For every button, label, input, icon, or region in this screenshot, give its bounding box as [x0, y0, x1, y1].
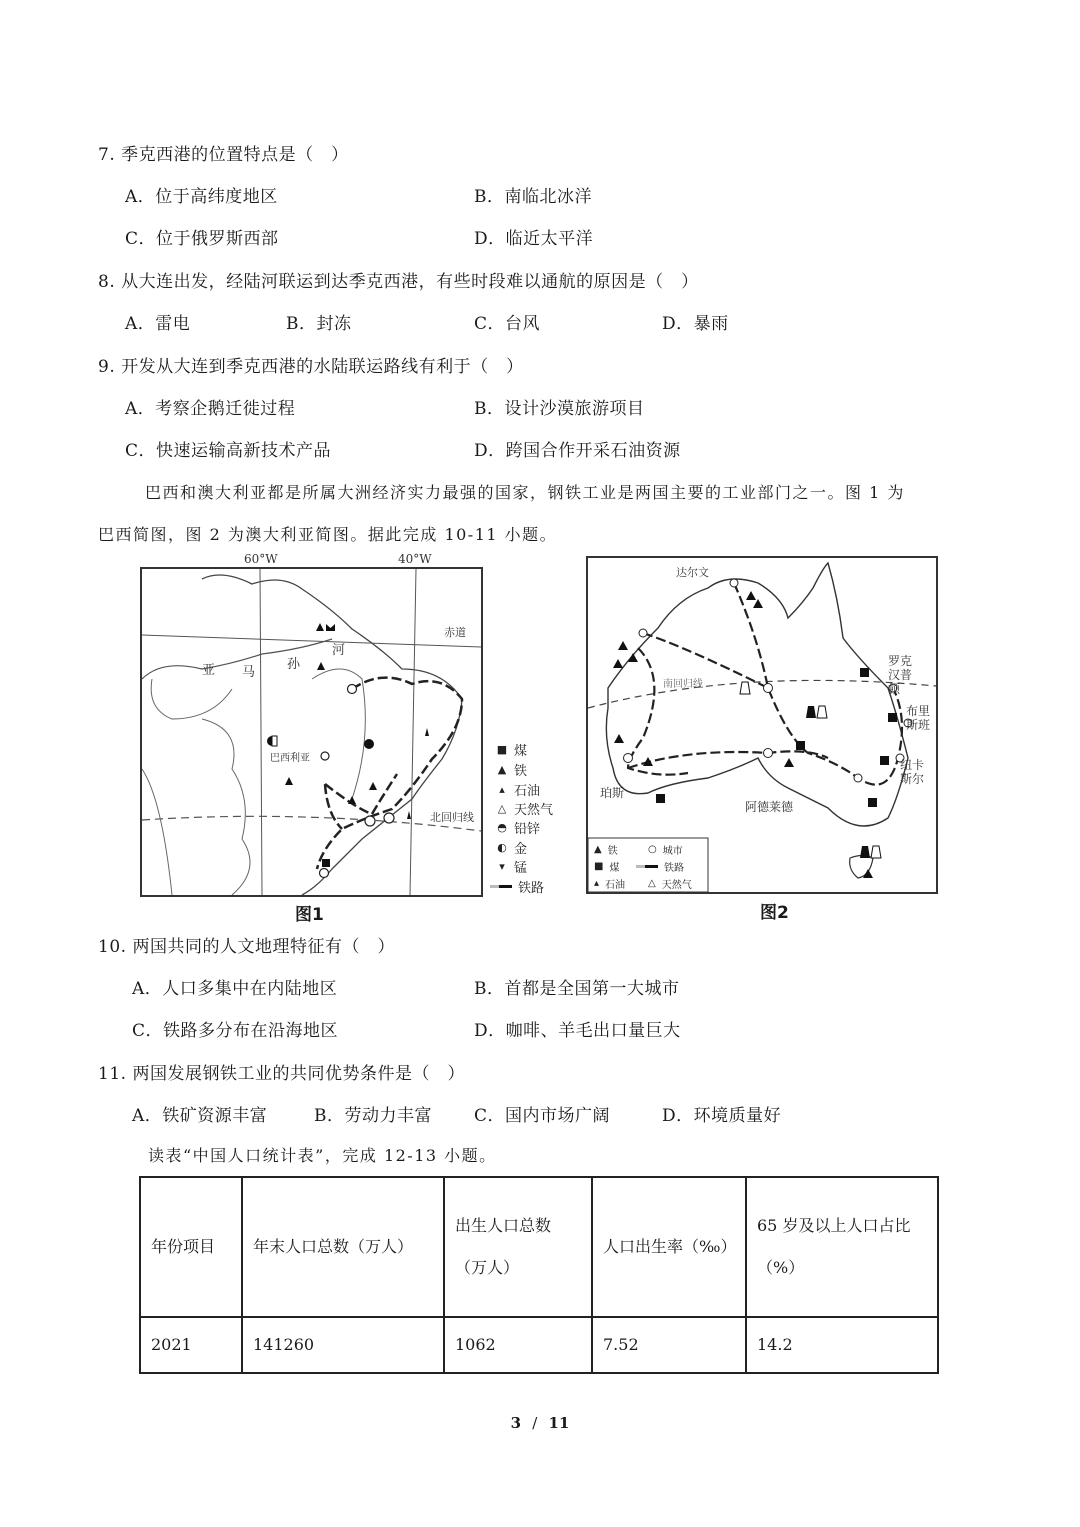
- river-char-2: 马: [242, 665, 256, 680]
- australia-map-graphic: [588, 558, 936, 892]
- gold-icon: ◐: [497, 840, 507, 854]
- oil-icon: ▴: [594, 878, 600, 889]
- iron-icon: ▲: [497, 762, 507, 776]
- river-char-1: 亚: [202, 663, 216, 678]
- cell-total-population: 141260: [242, 1317, 444, 1373]
- q8-option-c[interactable]: [474, 309, 540, 334]
- option-key: B．: [474, 187, 505, 207]
- option-text: 铁矿资源丰富: [162, 1106, 268, 1126]
- au-legend-city: [648, 842, 683, 857]
- header-cell: 65 岁及以上人口占比（%）: [746, 1177, 938, 1317]
- table-row: [140, 1317, 938, 1373]
- option-key: D．: [474, 441, 506, 461]
- river-char-3: 孙: [287, 657, 301, 672]
- q9-option-d[interactable]: [474, 436, 681, 461]
- city-perth-label: 珀斯: [600, 786, 625, 800]
- question-text: 两国共同的人文地理特征有（ ）: [132, 937, 395, 957]
- cell-year: 2021: [140, 1317, 242, 1373]
- question-10-stem: [98, 932, 395, 957]
- option-text: 临近太平洋: [505, 229, 594, 249]
- question-text: 季克西港的位置特点是（ ）: [121, 145, 349, 165]
- option-key: A．: [125, 399, 156, 419]
- legend-label: 铁路: [518, 881, 545, 896]
- cell-birth-rate: 7.52: [592, 1317, 746, 1373]
- passage-10-11-line2: 巴西简图，图 2 为澳大利亚简图。据此完成 10-11 小题。: [98, 525, 558, 544]
- australia-map: [586, 556, 938, 894]
- passage-12-13: 读表“中国人口统计表”，完成 12-13 小题。: [148, 1146, 497, 1165]
- city-brasilia-label: 巴西利亚: [270, 753, 310, 764]
- q7-option-a[interactable]: [125, 182, 278, 207]
- cell-elderly-share: 14.2: [746, 1317, 938, 1373]
- option-key: C．: [125, 229, 157, 249]
- option-key: C．: [474, 1106, 506, 1126]
- option-text: 环境质量好: [693, 1106, 782, 1126]
- city-darwin-label: 达尔文: [676, 566, 709, 579]
- option-key: A．: [132, 979, 163, 999]
- railway-icon: [636, 865, 658, 868]
- question-number: 11.: [98, 1064, 127, 1084]
- question-text: 开发从大连到季克西港的水陆联运路线有利于（ ）: [121, 357, 524, 377]
- table-header-row: [140, 1177, 938, 1317]
- au-legend-coal: [594, 859, 619, 874]
- option-key: C．: [132, 1021, 164, 1041]
- option-text: 南临北冰洋: [504, 187, 592, 207]
- population-stats-table: [139, 1176, 939, 1374]
- oil-icon: ▴: [499, 782, 505, 796]
- question-9-stem: [98, 352, 524, 377]
- option-text: 考察企鹅迁徙过程: [155, 399, 296, 419]
- header-cell: 出生人口总数（万人）: [444, 1177, 592, 1317]
- legend-label: 煤: [609, 863, 620, 874]
- option-text: 跨国合作开采石油资源: [505, 441, 681, 461]
- legend-label: 铅锌: [514, 822, 541, 837]
- q10-option-d[interactable]: [474, 1016, 681, 1041]
- river-char-4: 河: [332, 643, 346, 658]
- q7-option-b[interactable]: [474, 182, 592, 207]
- option-text: 位于高纬度地区: [155, 187, 278, 207]
- legend-label: 石油: [605, 880, 626, 891]
- meridian-60w-label: 60°W: [244, 552, 278, 566]
- option-text: 铁路多分布在沿海地区: [163, 1021, 339, 1041]
- option-key: B．: [314, 1106, 345, 1126]
- option-key: D．: [474, 1021, 506, 1041]
- q11-option-b[interactable]: [314, 1101, 432, 1126]
- au-legend-gas: [648, 876, 692, 891]
- legend-label: 天然气: [514, 803, 554, 818]
- figure2-caption: 图2: [760, 903, 789, 923]
- header-cell: 人口出生率（‰）: [592, 1177, 746, 1317]
- question-8-stem: [98, 267, 699, 292]
- city-icon: ○: [648, 844, 657, 855]
- page-total: 11: [548, 1414, 570, 1432]
- q10-option-c[interactable]: [132, 1016, 338, 1041]
- legend-label: 铁: [607, 846, 618, 857]
- option-key: A．: [125, 187, 156, 207]
- option-key: B．: [474, 979, 505, 999]
- page-number: [0, 1414, 1080, 1432]
- brazil-map-graphic: [142, 569, 481, 895]
- q10-option-b[interactable]: [474, 974, 680, 999]
- option-text: 封冻: [316, 314, 352, 334]
- legend-gold: [496, 838, 527, 857]
- tropic-label: 北回归线: [430, 811, 474, 824]
- gas-icon: △: [648, 878, 656, 889]
- lead-zinc-icon: ◓: [497, 820, 507, 834]
- option-text: 首都是全国第一大城市: [504, 979, 680, 999]
- legend-label: 锰: [514, 861, 528, 876]
- option-key: B．: [286, 314, 317, 334]
- option-text: 位于俄罗斯西部: [156, 229, 279, 249]
- q11-option-d[interactable]: [662, 1101, 781, 1126]
- coal-icon: ■: [594, 861, 604, 872]
- question-number: 10.: [98, 937, 127, 957]
- legend-label: 铁: [514, 764, 528, 779]
- city-newcastle-label: 纽卡斯尔: [900, 758, 925, 786]
- railway-icon: [490, 885, 512, 888]
- au-legend-oil: [594, 876, 625, 891]
- page-current: 3: [510, 1414, 522, 1432]
- option-text: 咖啡、羊毛出口量巨大: [505, 1021, 681, 1041]
- city-adelaide-label: 阿德莱德: [745, 800, 794, 814]
- header-cell: 年份项目: [140, 1177, 242, 1317]
- option-key: C．: [474, 314, 506, 334]
- option-text: 人口多集中在内陆地区: [162, 979, 338, 999]
- question-11-stem: [98, 1059, 465, 1084]
- q11-option-a[interactable]: [132, 1101, 267, 1126]
- q9-option-c[interactable]: [125, 436, 331, 461]
- equator-label: 赤道: [444, 626, 466, 639]
- legend-label: 城市: [662, 846, 683, 857]
- option-key: D．: [662, 314, 694, 334]
- q11-option-c[interactable]: [474, 1101, 610, 1126]
- question-text: 两国发展钢铁工业的共同优势条件是（ ）: [132, 1064, 465, 1084]
- passage-10-11-line1: 巴西和澳大利亚都是所属大洲经济实力最强的国家，钢铁工业是两国主要的工业部门之一。图 1 为: [145, 483, 905, 502]
- page-separator: /: [532, 1414, 538, 1432]
- option-key: A．: [132, 1106, 163, 1126]
- tropic-capricorn-label: 南回归线: [663, 679, 703, 690]
- legend-iron: [496, 760, 527, 779]
- option-text: 快速运输高新技术产品: [156, 441, 332, 461]
- option-text: 国内市场广阔: [505, 1106, 611, 1126]
- q10-option-a[interactable]: [132, 974, 337, 999]
- brazil-map: [140, 567, 483, 897]
- meridian-40w-label: 40°W: [398, 552, 432, 566]
- city-brisbane-label: 布里斯班: [906, 704, 931, 732]
- manganese-icon: ▾: [499, 859, 505, 873]
- option-text: 暴雨: [693, 314, 729, 334]
- question-number: 7.: [98, 145, 116, 165]
- q9-option-b[interactable]: [474, 394, 645, 419]
- question-7-stem: [98, 140, 349, 165]
- option-text: 雷电: [155, 314, 191, 334]
- legend-lead-zinc: [496, 818, 540, 837]
- option-key: B．: [474, 399, 505, 419]
- option-text: 设计沙漠旅游项目: [504, 399, 645, 419]
- legend-oil: [496, 780, 540, 799]
- q9-option-a[interactable]: [125, 394, 295, 419]
- figure1-caption: 图1: [295, 905, 324, 925]
- legend-label: 石油: [514, 784, 541, 799]
- legend-railway: [490, 877, 544, 896]
- option-text: 劳动力丰富: [344, 1106, 432, 1126]
- option-key: D．: [474, 229, 506, 249]
- gas-icon: △: [497, 801, 507, 815]
- coal-icon: ■: [496, 742, 508, 756]
- legend-label: 天然气: [661, 880, 692, 891]
- q8-option-a[interactable]: [125, 309, 190, 334]
- option-key: D．: [662, 1106, 694, 1126]
- au-legend-iron: [594, 842, 618, 857]
- question-number: 9.: [98, 357, 116, 377]
- q7-option-d[interactable]: [474, 224, 593, 249]
- option-key: A．: [125, 314, 156, 334]
- cell-births: 1062: [444, 1317, 592, 1373]
- q7-option-c[interactable]: [125, 224, 279, 249]
- option-text: 台风: [505, 314, 541, 334]
- header-cell: 年末人口总数（万人）: [242, 1177, 444, 1317]
- option-key: C．: [125, 441, 157, 461]
- iron-icon: ▲: [594, 844, 602, 855]
- question-number: 8.: [98, 272, 116, 292]
- au-legend-railway: [636, 859, 684, 874]
- legend-coal: [496, 740, 527, 759]
- q8-option-b[interactable]: [286, 309, 352, 334]
- q8-option-d[interactable]: [662, 309, 729, 334]
- legend-label: 煤: [514, 744, 528, 759]
- legend-gas: [496, 799, 553, 818]
- city-rockhampton-label: 罗克汉普顿: [888, 654, 913, 696]
- legend-label: 金: [514, 842, 528, 857]
- question-text: 从大连出发，经陆河联运到达季克西港，有些时段难以通航的原因是（ ）: [121, 272, 699, 292]
- legend-manganese: [496, 857, 527, 876]
- legend-label: 铁路: [664, 863, 684, 874]
